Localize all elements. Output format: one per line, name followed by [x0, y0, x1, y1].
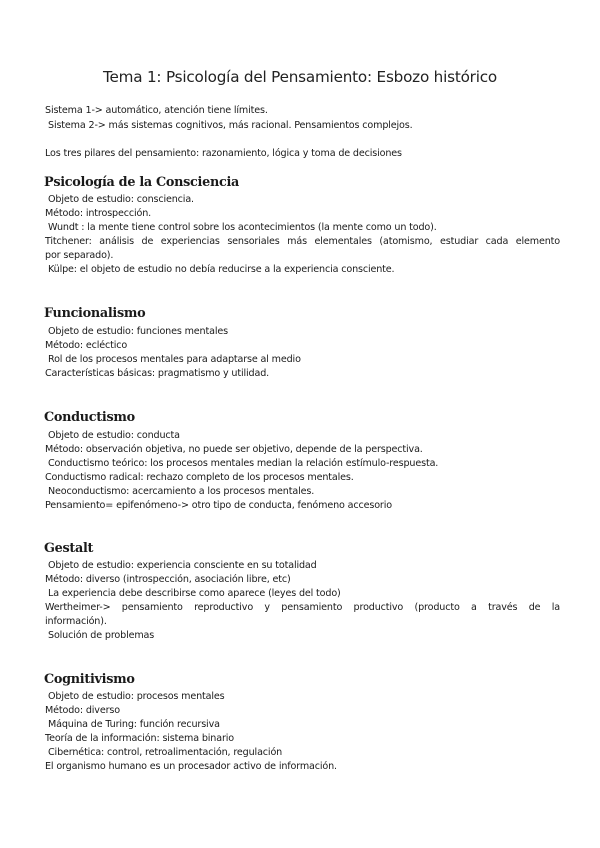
section-line: Teoría de la información: sistema binario	[45, 733, 234, 744]
section-line: Objeto de estudio: consciencia.	[48, 194, 194, 205]
section-line: El organismo humano es un procesador activo de información.	[45, 761, 337, 772]
section-line: Rol de los procesos mentales para adaptarse al medio	[48, 354, 301, 365]
section-heading-conductismo: Conductismo	[44, 410, 135, 425]
section-line: Neoconductismo: acercamiento a los procesos mentales.	[48, 486, 315, 497]
intro-system-2: Sistema 2-> más sistemas cognitivos, más racional. Pensamientos complejos.	[48, 120, 413, 131]
section-line: Objeto de estudio: procesos mentales	[48, 691, 225, 702]
section-line: Wertheimer-> pensamiento reproductivo y pensamiento productivo (producto a través de la	[45, 602, 560, 613]
section-heading-gestalt: Gestalt	[44, 541, 94, 556]
section-line: Cibernética: control, retroalimentación, regulación	[48, 747, 283, 758]
section-line: Conductismo radical: rechazo completo de los procesos mentales.	[45, 472, 354, 483]
intro-system-1: Sistema 1-> automático, atención tiene límites.	[45, 105, 268, 116]
page-title: Tema 1: Psicología del Pensamiento: Esbozo histórico	[102, 68, 497, 86]
section-line: Objeto de estudio: funciones mentales	[48, 326, 228, 337]
section-line: Método: ecléctico	[45, 340, 128, 351]
intro-pillars: Los tres pilares del pensamiento: razonamiento, lógica y toma de decisiones	[45, 148, 402, 159]
section-line: Método: diverso (introspección, asociación libre, etc)	[45, 574, 291, 585]
section-line: Titchener: análisis de experiencias sensoriales más elementales (atomismo, estudiar cada elemento	[45, 236, 560, 247]
section-line: Método: introspección.	[45, 208, 152, 219]
section-line: Método: diverso	[45, 705, 120, 716]
section-line: Wundt : la mente tiene control sobre los acontecimientos (la mente como un todo).	[48, 222, 437, 233]
section-line: Características básicas: pragmatismo y utilidad.	[45, 368, 270, 379]
section-line: Pensamiento= epifenómeno-> otro tipo de conducta, fenómeno accesorio	[45, 500, 392, 511]
section-line: Objeto de estudio: experiencia consciente en su totalidad	[48, 560, 317, 571]
section-line: Objeto de estudio: conducta	[48, 430, 180, 441]
section-heading-cognitivismo: Cognitivismo	[44, 672, 135, 687]
section-line: por separado).	[45, 250, 114, 261]
section-line: La experiencia debe describirse como aparece (leyes del todo)	[48, 588, 341, 599]
section-line: Külpe: el objeto de estudio no debía reducirse a la experiencia consciente.	[48, 264, 395, 275]
section-line: información).	[45, 616, 107, 627]
section-line: Método: observación objetiva, no puede ser objetivo, depende de la perspectiva.	[45, 444, 423, 455]
section-heading-funcionalismo: Funcionalismo	[44, 306, 146, 321]
section-line: Conductismo teórico: los procesos mentales median la relación estímulo-respuesta.	[48, 458, 439, 469]
section-line: Máquina de Turing: función recursiva	[48, 719, 220, 730]
section-line: Solución de problemas	[48, 630, 155, 641]
section-heading-consciencia: Psicología de la Consciencia	[44, 175, 239, 190]
